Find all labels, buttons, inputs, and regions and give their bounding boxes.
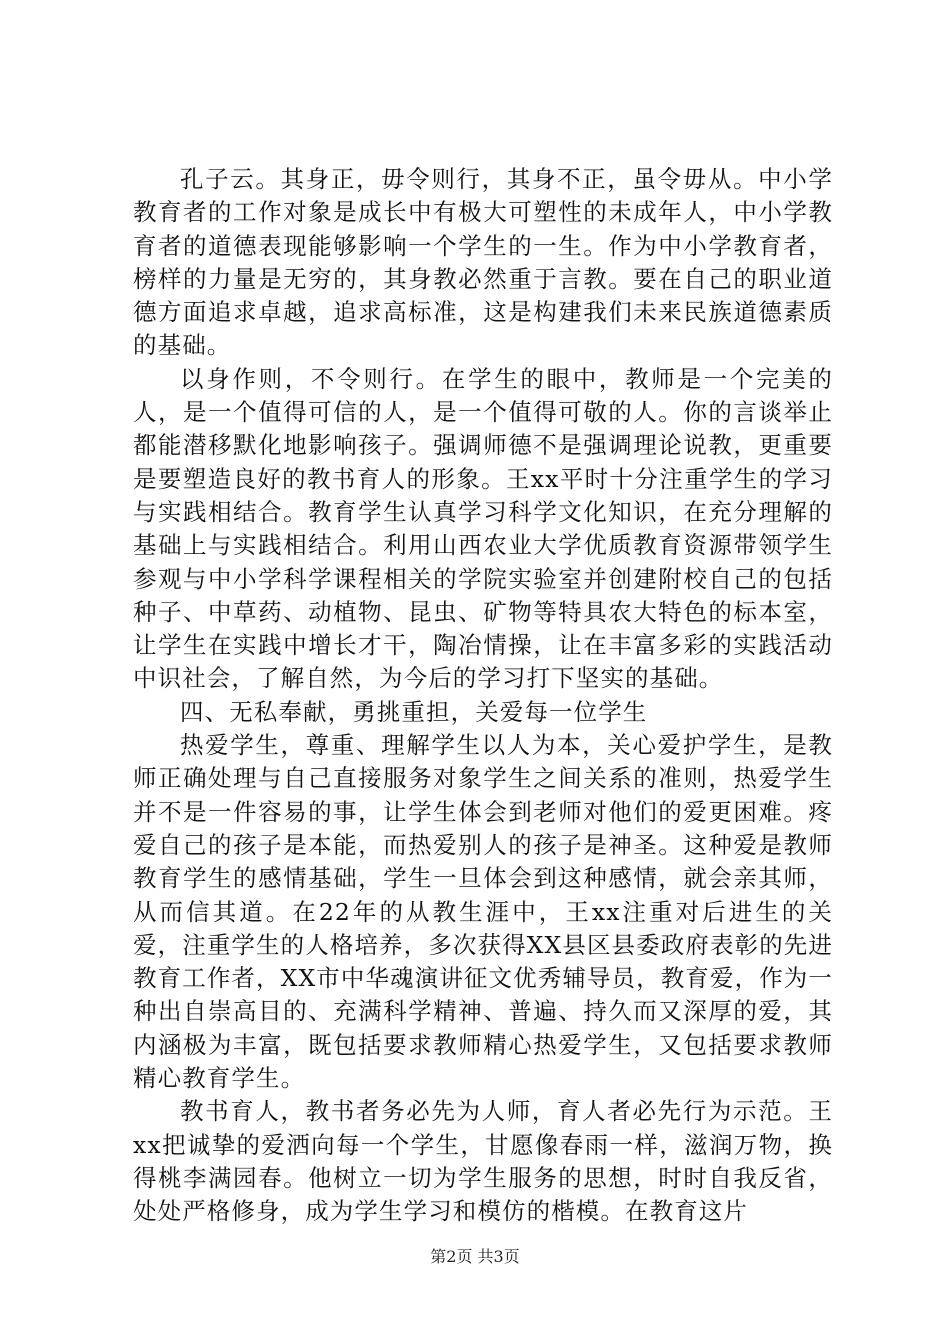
paragraph-love-students: 热爱学生，尊重、理解学生以人为本，关心爱护学生，是教师正确处理与自己直接服务对象学生之间关系的准则，热爱学生并不是一件容易的事，让学生体会到老师对他们的爱更困难。疼爱自己的孩子是本能，而热爱别人的孩子是神圣。这种爱是教师教育学生的感情基础，学生一旦体会到这种感情，就会亲其师，从而信其道。在22年的从教生涯中，王xx注重对后进生的关爱，注重学生的人格培养，多次获得XX县区县委政府表彰的先进教育工作者，XX市中华魂演讲征文优秀辅导员，教育爱，作为一种出自崇高目的、充满科学精神、普遍、持久而又深厚的爱，其内涵极为丰富，既包括要求教师精心热爱学生，又包括要求教师精心教育学生。 xyxy=(133,731,833,1093)
paragraph-confucius: 孔子云。其身正，毋令则行，其身不正，虽令毋从。中小学教育者的工作对象是成长中有极大可塑性的未成年人，中小学教育者的道德表现能够影响一个学生的一生。作为中小学教育者，榜样的力量是无穷的，其身教必然重于言教。要在自己的职业道德方面追求卓越，追求高标准，这是构建我们未来民族道德素质的基础。 xyxy=(133,165,833,360)
paragraph-lead-by-example: 以身作则，不令则行。在学生的眼中，教师是一个完美的人，是一个值得可信的人，是一个值得可敬的人。你的言谈举止都能潜移默化地影响孩子。强调师德不是强调理论说教，更重要是要塑造良好的教书育人的形象。王xx平时十分注重学生的学习与实践相结合。教育学生认真学习科学文化知识，在充分理解的基础上与实践相结合。利用山西农业大学优质教育资源带领学生参观与中小学科学课程相关的学院实验室并创建附校自己的包括种子、中草药、动植物、昆虫、矿物等特具农大特色的标本室，让学生在实践中增长才干，陶冶情操，让在丰富多彩的实践活动中识社会，了解自然，为今后的学习打下坚实的基础。 xyxy=(133,364,833,693)
document-body xyxy=(133,163,833,1229)
page-number-footer: 第2页 共3页 xyxy=(430,1247,520,1266)
section-heading-four: 四、无私奉献，勇挑重担，关爱每一位学生 xyxy=(180,697,648,726)
paragraph-teach-and-educate: 教书育人，教书者务必先为人师，育人者必先行为示范。王xx把诚挚的爱洒向每一个学生，甘愿像春雨一样，滋润万物，换得桃李满园春。他树立一切为学生服务的思想，时时自我反省，处处严格修身，成为学生学习和模仿的楷模。在教育这片 xyxy=(133,1097,833,1226)
